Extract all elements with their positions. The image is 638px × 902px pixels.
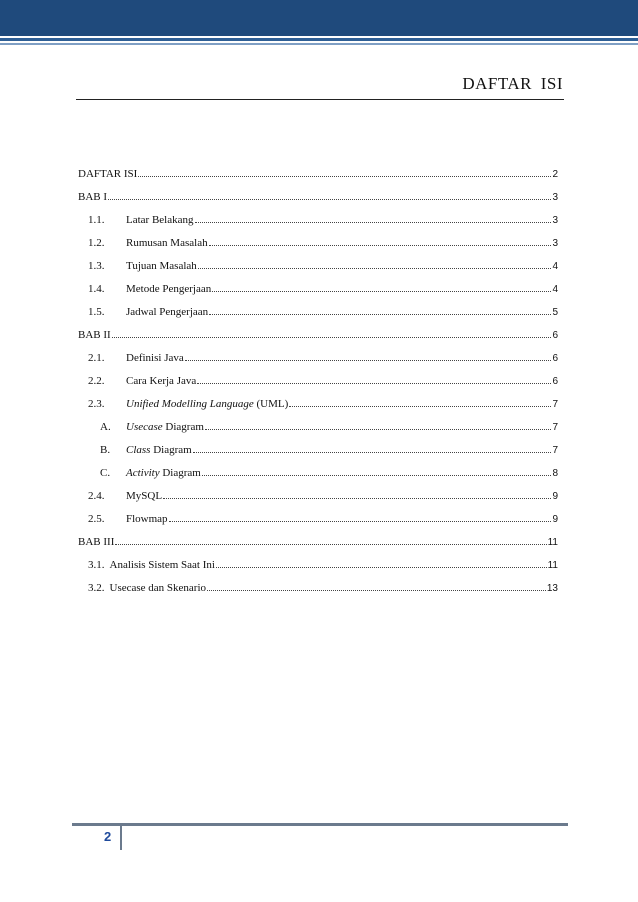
toc-dot-leader — [209, 236, 552, 246]
toc-entry-text: Diagram — [150, 444, 192, 456]
toc-entry-text: BAB III — [78, 536, 115, 548]
toc-entry[interactable] — [78, 351, 558, 374]
toc-entry-label — [126, 420, 204, 434]
toc-entry-label — [126, 305, 208, 319]
toc-dot-leader — [216, 558, 547, 568]
toc-entry-page: 6 — [552, 376, 558, 387]
toc-entry[interactable] — [78, 489, 558, 512]
toc-entry-number: 1.3. — [88, 260, 105, 272]
toc-dot-leader — [212, 282, 551, 292]
footer-rule — [72, 823, 568, 826]
toc-entry-text: (UML) — [253, 398, 289, 410]
toc-entry-number: 3.1. — [88, 559, 105, 571]
toc-entry-label — [78, 167, 137, 181]
toc-entry-number: 2.3. — [88, 398, 105, 410]
toc-entry-label — [126, 236, 208, 250]
toc-dot-leader — [289, 397, 551, 407]
header-band-thin-line — [0, 43, 638, 45]
toc-entry-page: 5 — [552, 307, 558, 318]
toc-dot-leader — [202, 466, 552, 476]
toc-entry-label — [126, 512, 168, 526]
toc-entry-label — [126, 397, 288, 411]
toc-entry-number: 2.5. — [88, 513, 105, 525]
header-band-line — [0, 38, 638, 41]
toc-entry-text: Diagram — [159, 467, 201, 479]
toc-entry-label — [126, 259, 197, 273]
toc-entry-label — [126, 489, 162, 503]
toc-entry-italic-term: Activity — [126, 467, 160, 479]
toc-entry-number: 1.2. — [88, 237, 105, 249]
toc-entry-label — [78, 535, 114, 549]
toc-entry-page: 8 — [552, 468, 558, 479]
toc-entry-label — [126, 443, 192, 457]
toc-entry-page: 3 — [552, 192, 558, 203]
page-number: 2 — [104, 829, 112, 844]
page-title: DAFTAR ISI — [462, 74, 563, 93]
toc-entry[interactable] — [78, 213, 558, 236]
toc-entry-text: Diagram — [162, 421, 204, 433]
toc-entry-number: 2.4. — [88, 490, 105, 502]
toc-dot-leader — [205, 420, 552, 430]
toc-entry-page: 11 — [547, 560, 558, 571]
toc-entry-text: Latar Belakang — [126, 214, 194, 226]
toc-entry-text: Tujuan Masalah — [126, 260, 197, 272]
toc-entry-text: BAB II — [78, 329, 111, 341]
title-rule — [76, 99, 564, 100]
toc-entry-label — [126, 374, 196, 388]
toc-entry[interactable] — [78, 374, 558, 397]
toc-entry-label — [78, 190, 107, 204]
toc-dot-leader — [112, 328, 552, 338]
toc-entry-label — [126, 351, 184, 365]
toc-entry-number: A. — [100, 421, 111, 433]
toc-entry-page: 7 — [552, 399, 558, 410]
toc-entry-page: 3 — [552, 238, 558, 249]
toc-entry[interactable] — [78, 512, 558, 535]
toc-entry-label — [110, 558, 215, 572]
toc-entry[interactable] — [78, 397, 558, 420]
toc-entry-text: Definisi Java — [126, 352, 184, 364]
toc-entry-italic-term: Unified Modelling Language — [126, 398, 254, 410]
toc-entry[interactable] — [78, 581, 558, 604]
toc-entry[interactable] — [78, 259, 558, 282]
toc-dot-leader — [163, 489, 551, 499]
toc-entry[interactable] — [78, 443, 558, 466]
toc-entry[interactable] — [78, 305, 558, 328]
toc-entry-label — [110, 581, 207, 595]
toc-entry-number: 1.5. — [88, 306, 105, 318]
toc-entry-page: 2 — [552, 169, 558, 180]
toc-entry-text: Flowmap — [126, 513, 168, 525]
toc-entry-text: BAB I — [78, 191, 108, 203]
toc-dot-leader — [138, 167, 551, 177]
toc-entry-number: B. — [100, 444, 111, 456]
toc-entry-text: Cara Kerja Java — [126, 375, 197, 387]
toc-entry-page: 9 — [552, 514, 558, 525]
toc-entry-text: Jadwal Pengerjaan — [126, 306, 209, 318]
toc-entry[interactable] — [78, 558, 558, 581]
toc-entry[interactable] — [78, 236, 558, 259]
toc-entry-page: 7 — [552, 422, 558, 433]
toc-entry-page: 13 — [546, 583, 558, 594]
toc-entry-page: 6 — [552, 330, 558, 341]
toc-entry-page: 3 — [552, 215, 558, 226]
toc-entry-label — [126, 282, 211, 296]
toc-entry[interactable] — [78, 190, 558, 213]
toc-dot-leader — [209, 305, 551, 315]
toc-entry-page: 11 — [547, 537, 558, 548]
toc-entry[interactable] — [78, 535, 558, 558]
toc-entry-italic-term: Class — [126, 444, 151, 456]
toc-entry-number: 1.1. — [88, 214, 105, 226]
toc-entry[interactable] — [78, 167, 558, 190]
toc-entry-italic-term: Usecase — [126, 421, 163, 433]
toc-entry-text: MySQL — [126, 490, 163, 502]
toc-entry-page: 4 — [552, 284, 558, 295]
toc-dot-leader — [115, 535, 546, 545]
toc-entry-page: 7 — [552, 445, 558, 456]
toc-entry-label — [78, 328, 111, 342]
toc-entry-label — [126, 213, 194, 227]
toc-dot-leader — [195, 213, 552, 223]
toc-entry-label — [126, 466, 201, 480]
toc-entry[interactable] — [78, 328, 558, 351]
header-band — [0, 0, 638, 36]
toc-entry-page: 9 — [552, 491, 558, 502]
footer-divider — [120, 826, 122, 850]
toc-entry-text: Analisis Sistem Saat Ini — [109, 559, 215, 571]
toc-entry-text: Rumusan Masalah — [126, 237, 208, 249]
toc-entry-number: 2.1. — [88, 352, 105, 364]
toc-dot-leader — [108, 190, 551, 200]
toc-entry-page: 4 — [552, 261, 558, 272]
toc-dot-leader — [185, 351, 552, 361]
toc-dot-leader — [198, 259, 552, 269]
toc-entry-number: 2.2. — [88, 375, 105, 387]
toc-entry-text: DAFTAR ISI — [78, 168, 138, 180]
toc-dot-leader — [193, 443, 552, 453]
table-of-contents — [78, 167, 558, 604]
toc-entry-text: Usecase dan Skenario — [109, 582, 207, 594]
toc-dot-leader — [197, 374, 551, 384]
toc-entry-text: Metode Pengerjaan — [126, 283, 212, 295]
toc-entry-number: 1.4. — [88, 283, 105, 295]
toc-entry-number: C. — [100, 467, 111, 479]
toc-dot-leader — [207, 581, 546, 591]
toc-entry[interactable] — [78, 420, 558, 443]
toc-entry[interactable] — [78, 282, 558, 305]
toc-entry-number: 3.2. — [88, 582, 105, 594]
toc-entry[interactable] — [78, 466, 558, 489]
toc-entry-page: 6 — [552, 353, 558, 364]
toc-dot-leader — [169, 512, 552, 522]
